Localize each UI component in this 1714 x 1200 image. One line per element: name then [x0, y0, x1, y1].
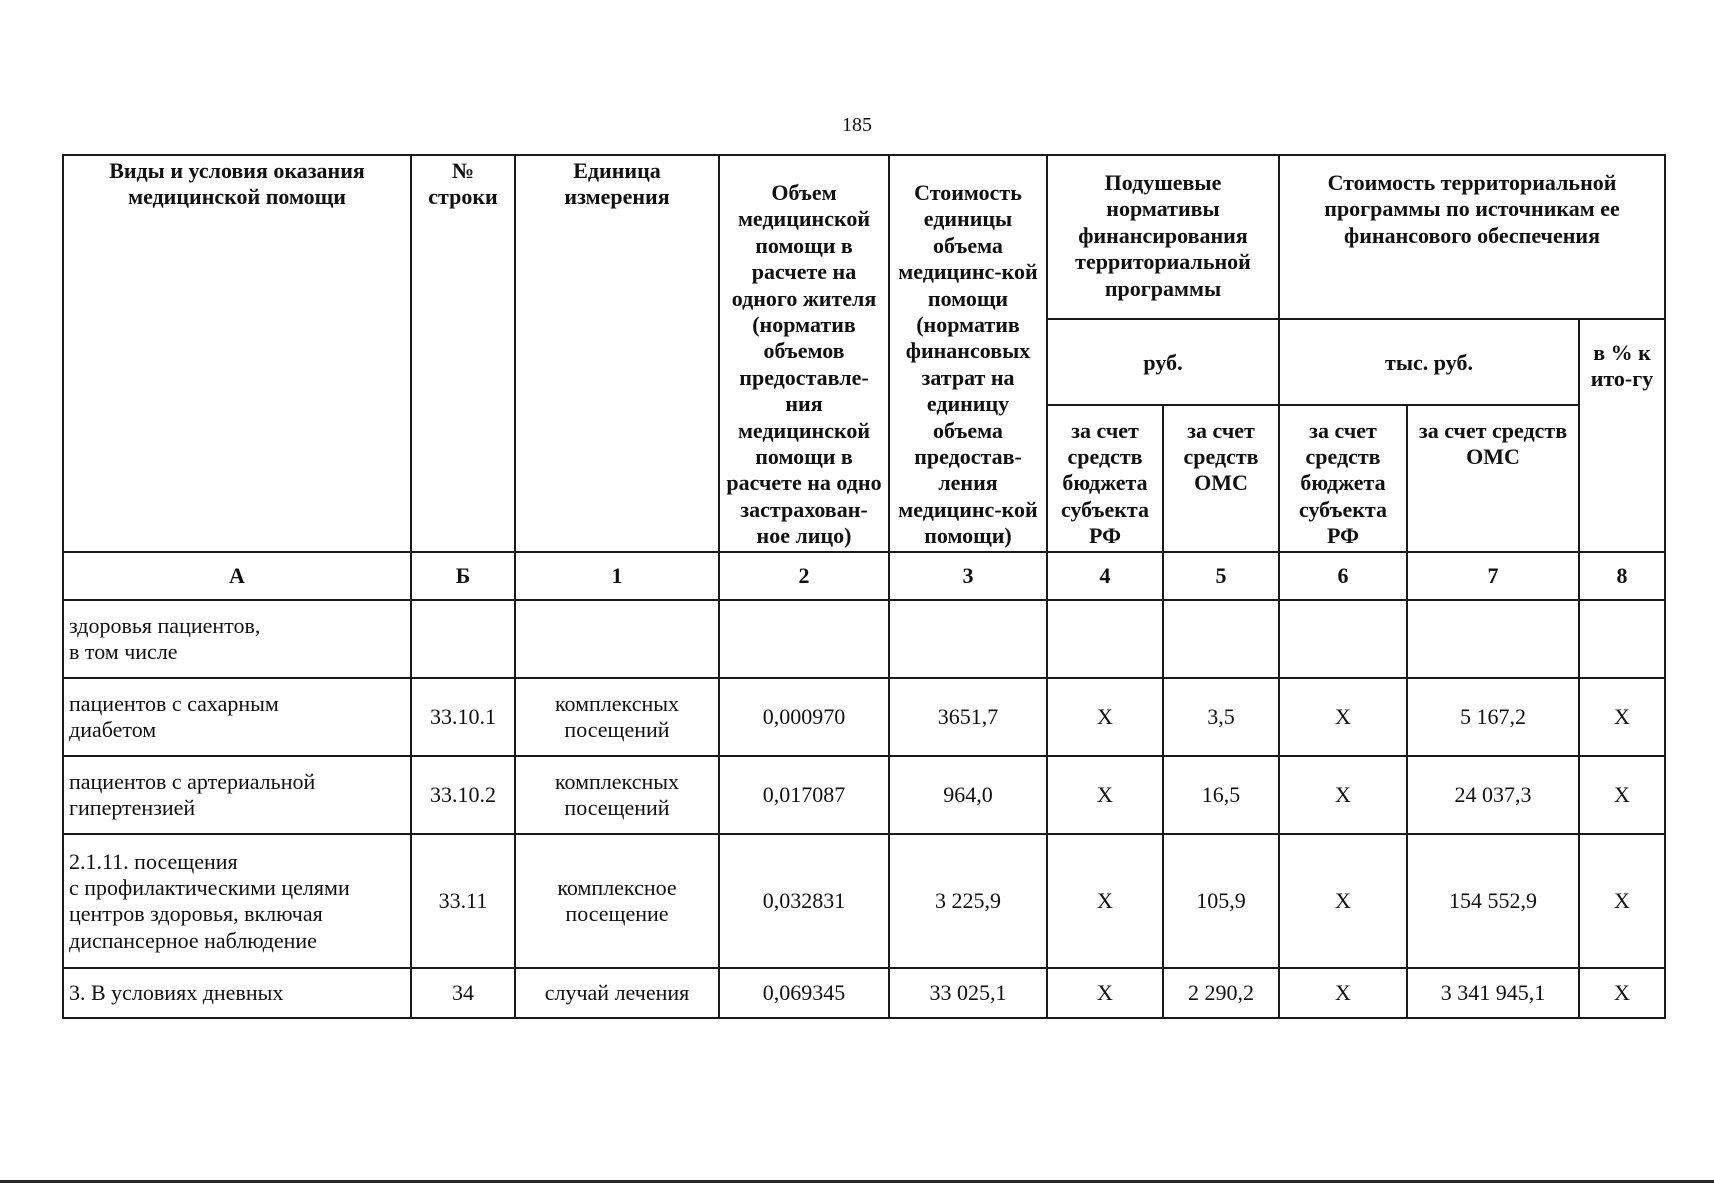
header-unit: Единица измерения	[515, 155, 719, 552]
table-row	[63, 756, 1665, 834]
row-line-number: 34	[411, 968, 515, 1018]
header-unit-thousand-rub: тыс. руб.	[1279, 319, 1579, 405]
row-col-7: 154 552,9	[1407, 834, 1579, 968]
row-col-4: X	[1047, 756, 1163, 834]
row-care-type: 2.1.11. посещения с профилактическими целями центров здоровья, включая диспансерное наблюдение	[63, 834, 411, 968]
row-line-number: 33.11	[411, 834, 515, 968]
header-unit-cost: Стоимость единицы объема медицинс-кой помощи (норматив финансовых затрат на единицу объема предостав-ления медицинс-кой помощи)	[889, 155, 1047, 552]
row-col-4	[1047, 600, 1163, 678]
index-cell: 2	[719, 552, 889, 600]
header-percent-total: в % к ито-гу	[1579, 319, 1665, 552]
column-index-row	[63, 552, 1665, 600]
row-unit: комплексных посещений	[515, 756, 719, 834]
row-col-7: 5 167,2	[1407, 678, 1579, 756]
index-cell: Б	[411, 552, 515, 600]
row-care-type: пациентов с сахарным диабетом	[63, 678, 411, 756]
row-col-8: X	[1579, 756, 1665, 834]
row-unit: комплексных посещений	[515, 678, 719, 756]
row-col-6: X	[1279, 756, 1407, 834]
index-cell: 5	[1163, 552, 1279, 600]
row-volume: 0,000970	[719, 678, 889, 756]
row-col-7: 3 341 945,1	[1407, 968, 1579, 1018]
row-unit-cost: 964,0	[889, 756, 1047, 834]
row-unit-cost: 3 225,9	[889, 834, 1047, 968]
row-col-5	[1163, 600, 1279, 678]
row-unit-cost: 3651,7	[889, 678, 1047, 756]
header-unit-rub: руб.	[1047, 319, 1279, 405]
table-row	[63, 968, 1665, 1018]
row-col-6: X	[1279, 834, 1407, 968]
medical-care-table	[62, 154, 1666, 1019]
header-oms-thousand: за счет средств ОМС	[1407, 405, 1579, 553]
row-col-4: X	[1047, 968, 1163, 1018]
row-unit-cost	[889, 600, 1047, 678]
row-line-number	[411, 600, 515, 678]
row-col-8: X	[1579, 678, 1665, 756]
row-col-5: 105,9	[1163, 834, 1279, 968]
header-oms-rub: за счет средств ОМС	[1163, 405, 1279, 553]
row-col-5: 3,5	[1163, 678, 1279, 756]
index-cell: 3	[889, 552, 1047, 600]
index-cell: А	[63, 552, 411, 600]
header-row-1	[63, 155, 1665, 319]
row-care-type: 3. В условиях дневных	[63, 968, 411, 1018]
header-volume: Объем медицинской помощи в расчете на одного жителя (норматив объемов предоставле-ния медицинской помощи в расчете на одно застрахован-ное лицо)	[719, 155, 889, 552]
row-volume: 0,032831	[719, 834, 889, 968]
header-program-cost-group: Стоимость территориальной программы по источникам ее финансового обеспечения	[1279, 155, 1665, 319]
header-budget-rub: за счет средств бюджета субъекта РФ	[1047, 405, 1163, 553]
row-unit	[515, 600, 719, 678]
header-budget-thousand: за счет средств бюджета субъекта РФ	[1279, 405, 1407, 553]
row-care-type: здоровья пациентов, в том числе	[63, 600, 411, 678]
row-col-4: X	[1047, 678, 1163, 756]
header-per-capita-group: Подушевые нормативы финансирования территориальной программы	[1047, 155, 1279, 319]
row-col-5: 16,5	[1163, 756, 1279, 834]
page-number: 185	[842, 114, 872, 136]
row-col-6	[1279, 600, 1407, 678]
index-cell: 8	[1579, 552, 1665, 600]
row-volume	[719, 600, 889, 678]
row-line-number: 33.10.1	[411, 678, 515, 756]
row-col-7	[1407, 600, 1579, 678]
row-col-8	[1579, 600, 1665, 678]
row-col-5: 2 290,2	[1163, 968, 1279, 1018]
row-volume: 0,017087	[719, 756, 889, 834]
table-row	[63, 678, 1665, 756]
index-cell: 6	[1279, 552, 1407, 600]
table-row	[63, 600, 1665, 678]
row-unit-cost: 33 025,1	[889, 968, 1047, 1018]
header-care-type: Виды и условия оказания медицинской помощи	[63, 155, 411, 552]
header-line-number: № строки	[411, 155, 515, 552]
row-unit: комплексное посещение	[515, 834, 719, 968]
page-bottom-rule	[0, 1180, 1714, 1183]
row-unit: случай лечения	[515, 968, 719, 1018]
table-row	[63, 834, 1665, 968]
row-care-type: пациентов с артериальной гипертензией	[63, 756, 411, 834]
row-col-8: X	[1579, 968, 1665, 1018]
row-col-7: 24 037,3	[1407, 756, 1579, 834]
index-cell: 7	[1407, 552, 1579, 600]
row-col-4: X	[1047, 834, 1163, 968]
index-cell: 4	[1047, 552, 1163, 600]
row-col-6: X	[1279, 678, 1407, 756]
row-line-number: 33.10.2	[411, 756, 515, 834]
row-col-8: X	[1579, 834, 1665, 968]
row-volume: 0,069345	[719, 968, 889, 1018]
index-cell: 1	[515, 552, 719, 600]
row-col-6: X	[1279, 968, 1407, 1018]
